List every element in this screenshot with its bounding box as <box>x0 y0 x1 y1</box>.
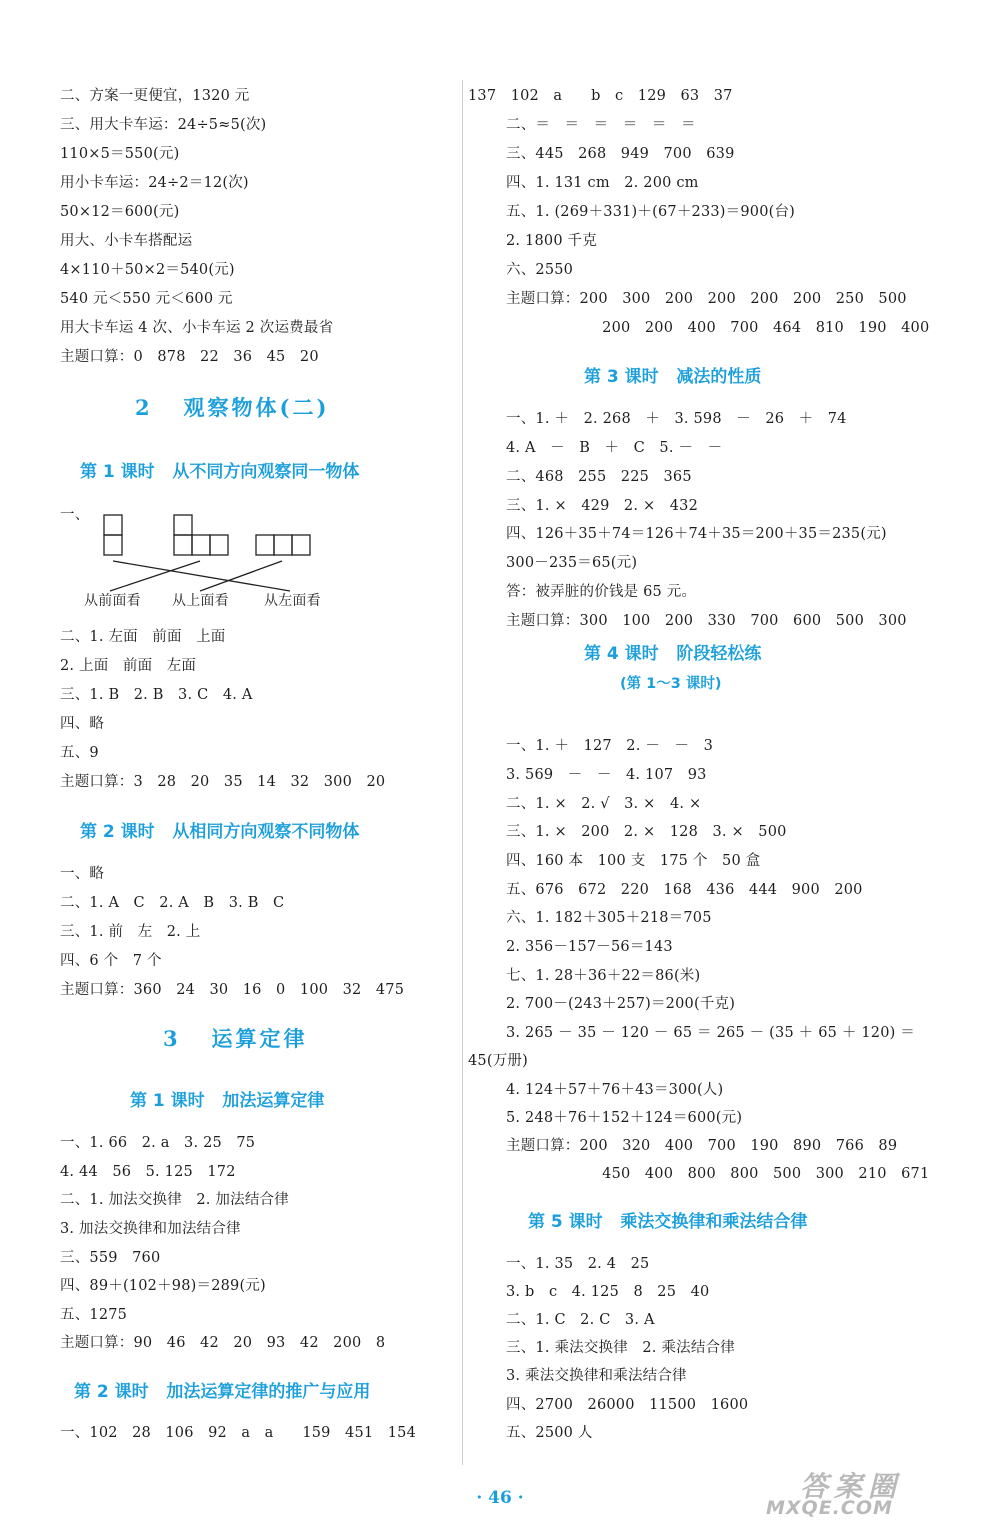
answer-line: 3. 乘法交换律和乘法结合律 <box>506 1368 687 1384</box>
mental-math-line: 主题口算：300 100 200 330 700 600 500 300 <box>506 613 907 629</box>
answer-line: 三、1. × 429 2. × 432 <box>506 498 699 514</box>
matching-line <box>200 561 282 591</box>
answer-line: 答：被弄脏的价钱是 65 元。 <box>506 584 697 600</box>
lesson-subtitle: (第 1～3 课时) <box>620 676 722 692</box>
answer-line: 六、1. 182＋305＋218＝705 <box>506 910 712 926</box>
answer-line: 137 102 a b c 129 63 37 <box>468 88 733 104</box>
answer-line: 4. 44 56 5. 125 172 <box>60 1164 236 1180</box>
answer-line: 110×5＝550(元) <box>60 146 180 162</box>
answer-line: 二、方案一更便宜，1320 元 <box>60 88 250 104</box>
answer-line: 三、1. 乘法交换律 2. 乘法结合律 <box>506 1340 735 1356</box>
lesson-title: 第 5 课时 乘法交换律和乘法结合律 <box>528 1212 808 1232</box>
chapter-title: 2 观察物体(二) <box>135 395 330 420</box>
front-view-shape <box>104 515 122 535</box>
answer-line: 三、用大卡车运：24÷5≈5(次) <box>60 117 267 133</box>
answer-line: 四、6 个 7 个 <box>60 953 162 969</box>
mental-math-line: 200 200 400 700 464 810 190 400 <box>506 320 930 336</box>
mental-math-line: 主题口算：90 46 42 20 93 42 200 8 <box>60 1335 386 1351</box>
left-view-shape <box>256 535 274 555</box>
answer-line: 五、676 672 220 168 436 444 900 200 <box>506 882 863 898</box>
answer-line: 5. 248＋76＋152＋124＝600(元) <box>506 1110 743 1126</box>
figure-label: 从上面看 <box>172 593 229 609</box>
answer-line: 五、2500 人 <box>506 1425 593 1441</box>
mental-math-line: 主题口算：360 24 30 16 0 100 32 475 <box>60 982 405 998</box>
answer-line: 三、1. × 200 2. × 128 3. × 500 <box>506 824 787 840</box>
answer-line: 五、1. (269＋331)＋(67＋233)＝900(台) <box>506 204 796 220</box>
answer-line: 用大卡车运 4 次、小卡车运 2 次运费最省 <box>60 320 334 336</box>
watermark-url: MXQE.COM <box>766 1497 893 1519</box>
answer-line: 二、1. C 2. C 3. A <box>506 1312 655 1328</box>
answer-line: 4. 124＋57＋76＋43＝300(人) <box>506 1082 724 1098</box>
figure-label: 从左面看 <box>264 593 321 609</box>
figure-question-number: 一、 <box>60 507 90 523</box>
answer-line: 3. b c 4. 125 8 25 40 <box>506 1284 710 1300</box>
answer-line: 用大、小卡车搭配运 <box>60 233 193 249</box>
answer-line: 3. 569 － － 4. 107 93 <box>506 767 707 783</box>
answer-line: 一、1. ＋ 2. 268 ＋ 3. 598 － 26 ＋ 74 <box>506 411 847 427</box>
answer-line: 四、89＋(102＋98)＝289(元) <box>60 1278 266 1294</box>
answer-line: 4. A － B ＋ C 5. － － <box>506 440 723 456</box>
answer-line: 540 元＜550 元＜600 元 <box>60 291 233 307</box>
matching-line <box>110 561 200 591</box>
answer-line: 一、1. ＋ 127 2. － － 3 <box>506 738 713 754</box>
answer-line: 四、126＋35＋74＝126＋74＋35＝200＋35＝235(元) <box>506 526 887 542</box>
mental-math-line: 主题口算：200 300 200 200 200 200 250 500 <box>506 291 907 307</box>
lesson-title: 第 3 课时 减法的性质 <box>584 367 762 387</box>
view-figure <box>60 505 360 605</box>
lesson-title: 第 4 课时 阶段轻松练 <box>584 644 762 664</box>
mental-math-line: 450 400 800 800 500 300 210 671 <box>506 1166 930 1182</box>
answer-line: 50×12＝600(元) <box>60 204 180 220</box>
chapter-title: 3 运算定律 <box>163 1026 308 1051</box>
answer-line: 二、1. A C 2. A B 3. B C <box>60 895 285 911</box>
answer-line: 一、1. 66 2. a 3. 25 75 <box>60 1135 256 1151</box>
answer-line: 三、1. 前 左 2. 上 <box>60 924 201 940</box>
lesson-title: 第 2 课时 从相同方向观察不同物体 <box>80 822 360 842</box>
column-divider <box>462 80 463 1465</box>
page-number: · 46 · <box>476 1488 524 1508</box>
answer-line: 五、9 <box>60 745 99 761</box>
answer-line: 2. 1800 千克 <box>506 233 597 249</box>
answer-line: 2. 356－157－56＝143 <box>506 939 673 955</box>
matching-line <box>113 561 290 591</box>
answer-line: 一、略 <box>60 866 105 882</box>
answer-line: 300－235＝65(元) <box>506 555 638 571</box>
answer-line: 二、＝ ＝ ＝ ＝ ＝ ＝ <box>506 117 696 133</box>
answer-line: 五、1275 <box>60 1307 128 1323</box>
answer-line: 4×110＋50×2＝540(元) <box>60 262 235 278</box>
answer-line: 2. 700－(243＋257)＝200(千克) <box>506 996 736 1012</box>
mental-math-line: 主题口算：3 28 20 35 14 32 300 20 <box>60 774 386 790</box>
answer-line: 四、略 <box>60 716 105 732</box>
answer-line: 二、1. × 2. √ 3. × 4. × <box>506 796 702 812</box>
watermark-text: 答案圈 <box>800 1470 903 1503</box>
answer-line: 七、1. 28＋36＋22＝86(米) <box>506 968 701 984</box>
top-view-shape <box>174 515 192 535</box>
answer-line: 三、1. B 2. B 3. C 4. A <box>60 687 253 703</box>
watermark <box>760 1465 990 1517</box>
answer-line: 45(万册) <box>468 1053 528 1069</box>
answer-line: 2. 上面 前面 左面 <box>60 658 197 674</box>
answer-line: 四、160 本 100 支 175 个 50 盒 <box>506 853 761 869</box>
answer-line: 二、1. 加法交换律 2. 加法结合律 <box>60 1192 289 1208</box>
answer-line: 二、1. 左面 前面 上面 <box>60 629 226 645</box>
lesson-title: 第 1 课时 从不同方向观察同一物体 <box>80 462 360 482</box>
answer-line: 一、102 28 106 92 a a 159 451 154 <box>60 1425 417 1441</box>
answer-line: 六、2550 <box>506 262 574 278</box>
answer-line: 用小卡车运：24÷2＝12(次) <box>60 175 249 191</box>
mental-math-line: 主题口算：0 878 22 36 45 20 <box>60 349 319 365</box>
answer-line: 三、559 760 <box>60 1250 161 1266</box>
answer-line: 二、468 255 225 365 <box>506 469 692 485</box>
answer-line: 3. 加法交换律和加法结合律 <box>60 1221 241 1237</box>
figure-label: 从前面看 <box>84 593 141 609</box>
lesson-title: 第 1 课时 加法运算定律 <box>130 1091 325 1111</box>
answer-line: 一、1. 35 2. 4 25 <box>506 1256 650 1272</box>
answer-line: 四、1. 131 cm 2. 200 cm <box>506 175 699 191</box>
answer-line: 3. 265 － 35 － 120 － 65 ＝ 265 － (35 ＋ 65 ＋ 120) ＝ <box>506 1025 916 1041</box>
mental-math-line: 主题口算：200 320 400 700 190 890 766 89 <box>506 1138 898 1154</box>
answer-line: 四、2700 26000 11500 1600 <box>506 1397 749 1413</box>
lesson-title: 第 2 课时 加法运算定律的推广与应用 <box>74 1382 371 1402</box>
answer-line: 三、445 268 949 700 639 <box>506 146 735 162</box>
